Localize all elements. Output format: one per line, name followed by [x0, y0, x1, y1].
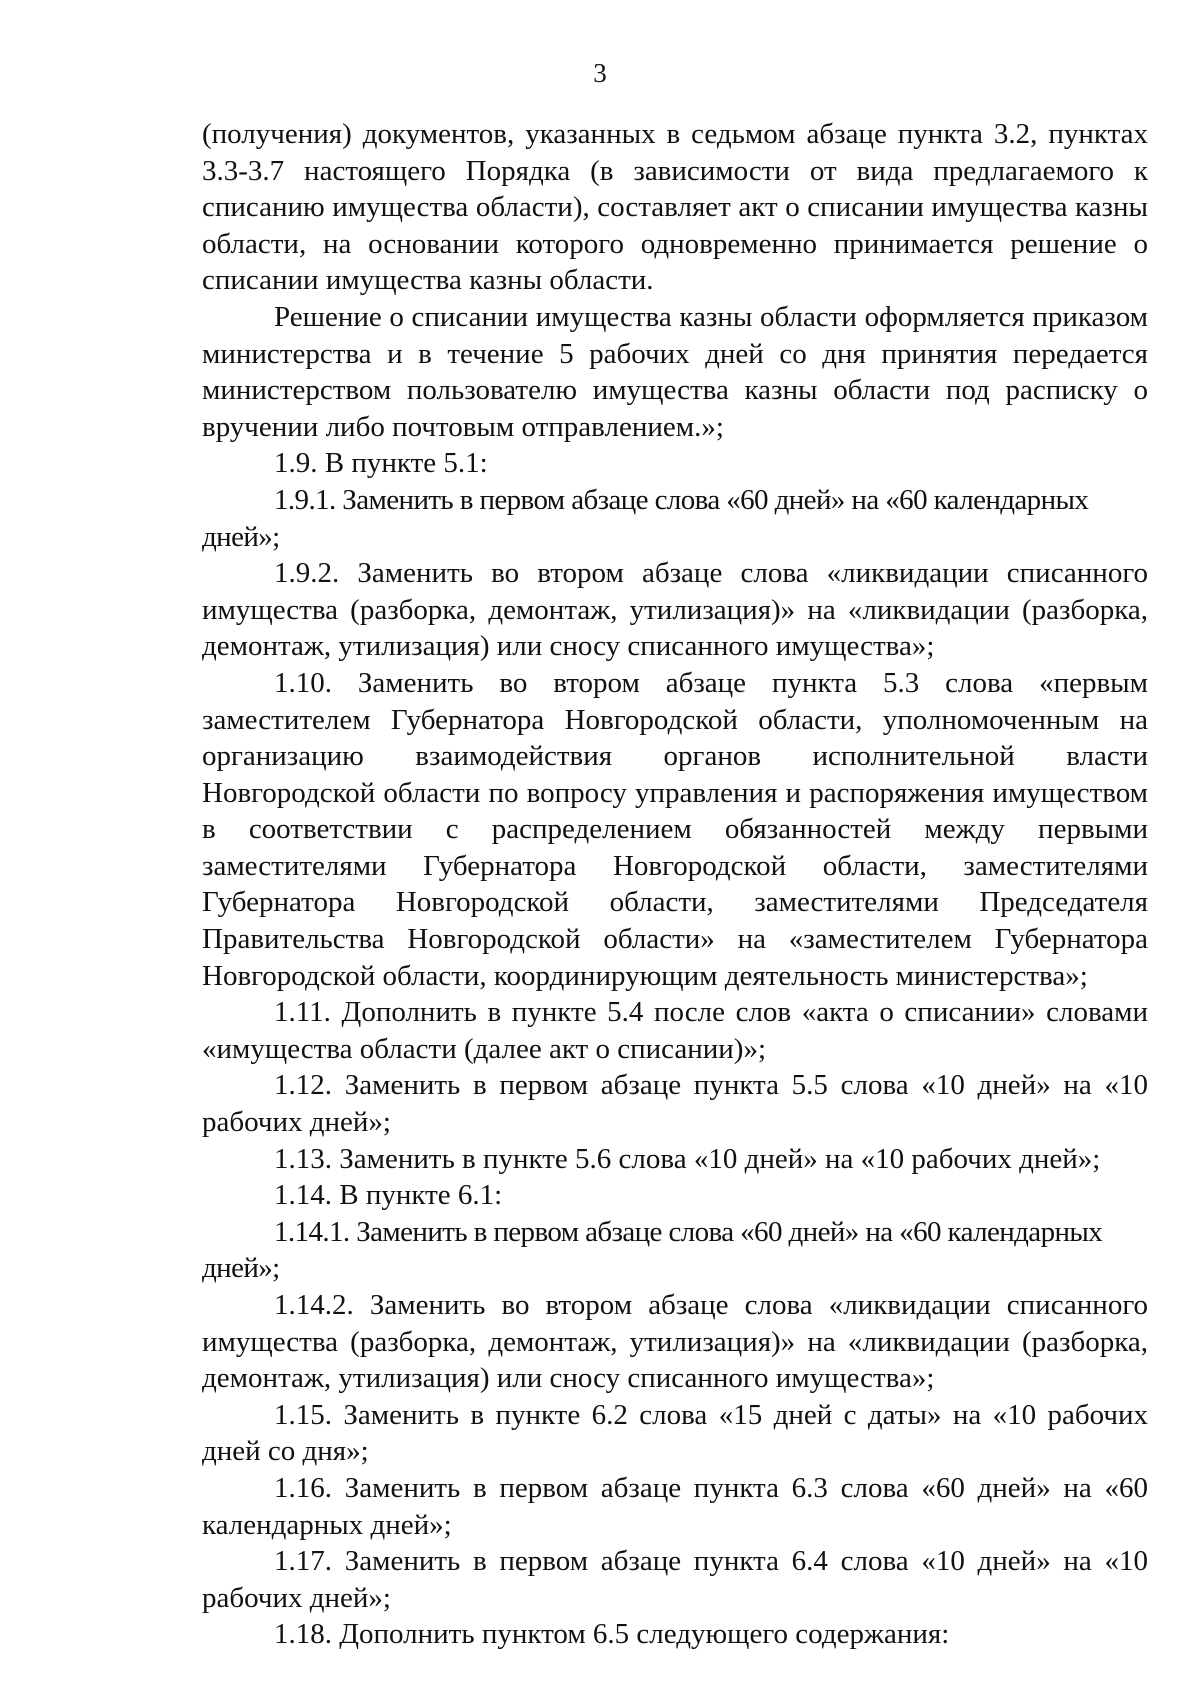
paragraph-continuation: (получения) документов, указанных в седьмом абзаце пункта 3.2, пунктах 3.3-3.7 настоящего Порядка (в зависимости от вида предлагаемого к списанию имущества области), составляет акт о списании имущества казны области, на основании которого одновременно принимается решение о списании имущества казны области. [202, 118, 1148, 297]
paragraph-1-15: 1.15. Заменить в пункте 6.2 слова «15 дней с даты» на «10 рабочих дней со дня»; [202, 1398, 1148, 1468]
paragraph-1-14: 1.14. В пункте 6.1: [274, 1179, 503, 1212]
paragraph-1-18: 1.18. Дополнить пунктом 6.5 следующего содержания: [274, 1618, 950, 1651]
paragraph-1-13: 1.13. Заменить в пункте 5.6 слова «10 дней» на «10 рабочих дней»; [274, 1142, 1101, 1175]
document-body [202, 116, 1148, 1653]
paragraph-1-14-2: 1.14.2. Заменить во втором абзаце слова «ликвидации списанного имущества (разборка, демонтаж, утилизация)» на «ликвидации (разборка, демонтаж, утилизация) или сносу списанного имущества»; [202, 1289, 1148, 1395]
paragraph-1-9-2: 1.9.2. Заменить во втором абзаце слова «ликвидации списанного имущества (разборка, демонтаж, утилизация)» на «ликвидации (разборка, демонтаж, утилизация) или сносу списанного имущества»; [202, 557, 1148, 663]
paragraph-1-11: 1.11. Дополнить в пункте 5.4 после слов «акта о списании» словами «имущества области (далее акт о списании)»; [202, 996, 1148, 1065]
paragraph-1-17: 1.17. Заменить в первом абзаце пункта 6.4 слова «10 дней» на «10 рабочих дней»; [202, 1545, 1148, 1614]
paragraph-1-12: 1.12. Заменить в первом абзаце пункта 5.5 слова «10 дней» на «10 рабочих дней»; [202, 1069, 1148, 1139]
paragraph-1-9-1: 1.9.1. Заменить в первом абзаце слова «60 дней» на «60 календарных дней»; [202, 483, 1089, 553]
page-number: 3 [593, 58, 607, 88]
paragraph-1-10: 1.10. Заменить во втором абзаце пункта 5.3 слова «первым заместителем Губернатора Новгородской области, уполномоченным на организацию взаимодействия органов исполнительной власти Новгородской области по вопросу управления и распоряжения имуществом в соответствии с распределением обязанностей между первыми заместителями Губернатора Новгородской области, заместителями Губернатора Новгородской области, заместителями Председателя Правительства Новгородской области» на «заместителем Губернатора Новгородской области, координирующим деятельность министерства»; [202, 666, 1148, 992]
paragraph-1-9: 1.9. В пункте 5.1: [274, 447, 488, 480]
paragraph-1-14-1: 1.14.1. Заменить в первом абзаце слова «60 дней» на «60 календарных дней»; [202, 1215, 1103, 1285]
paragraph-decision: Решение о списании имущества казны области оформляется приказом министерства и в течение 5 рабочих дней со дня принятия передается министерством пользователю имущества казны области под расписку о вручении либо почтовым отправлением.»; [202, 300, 1148, 443]
paragraph-1-16: 1.16. Заменить в первом абзаце пункта 6.3 слова «60 дней» на «60 календарных дней»; [202, 1471, 1148, 1541]
